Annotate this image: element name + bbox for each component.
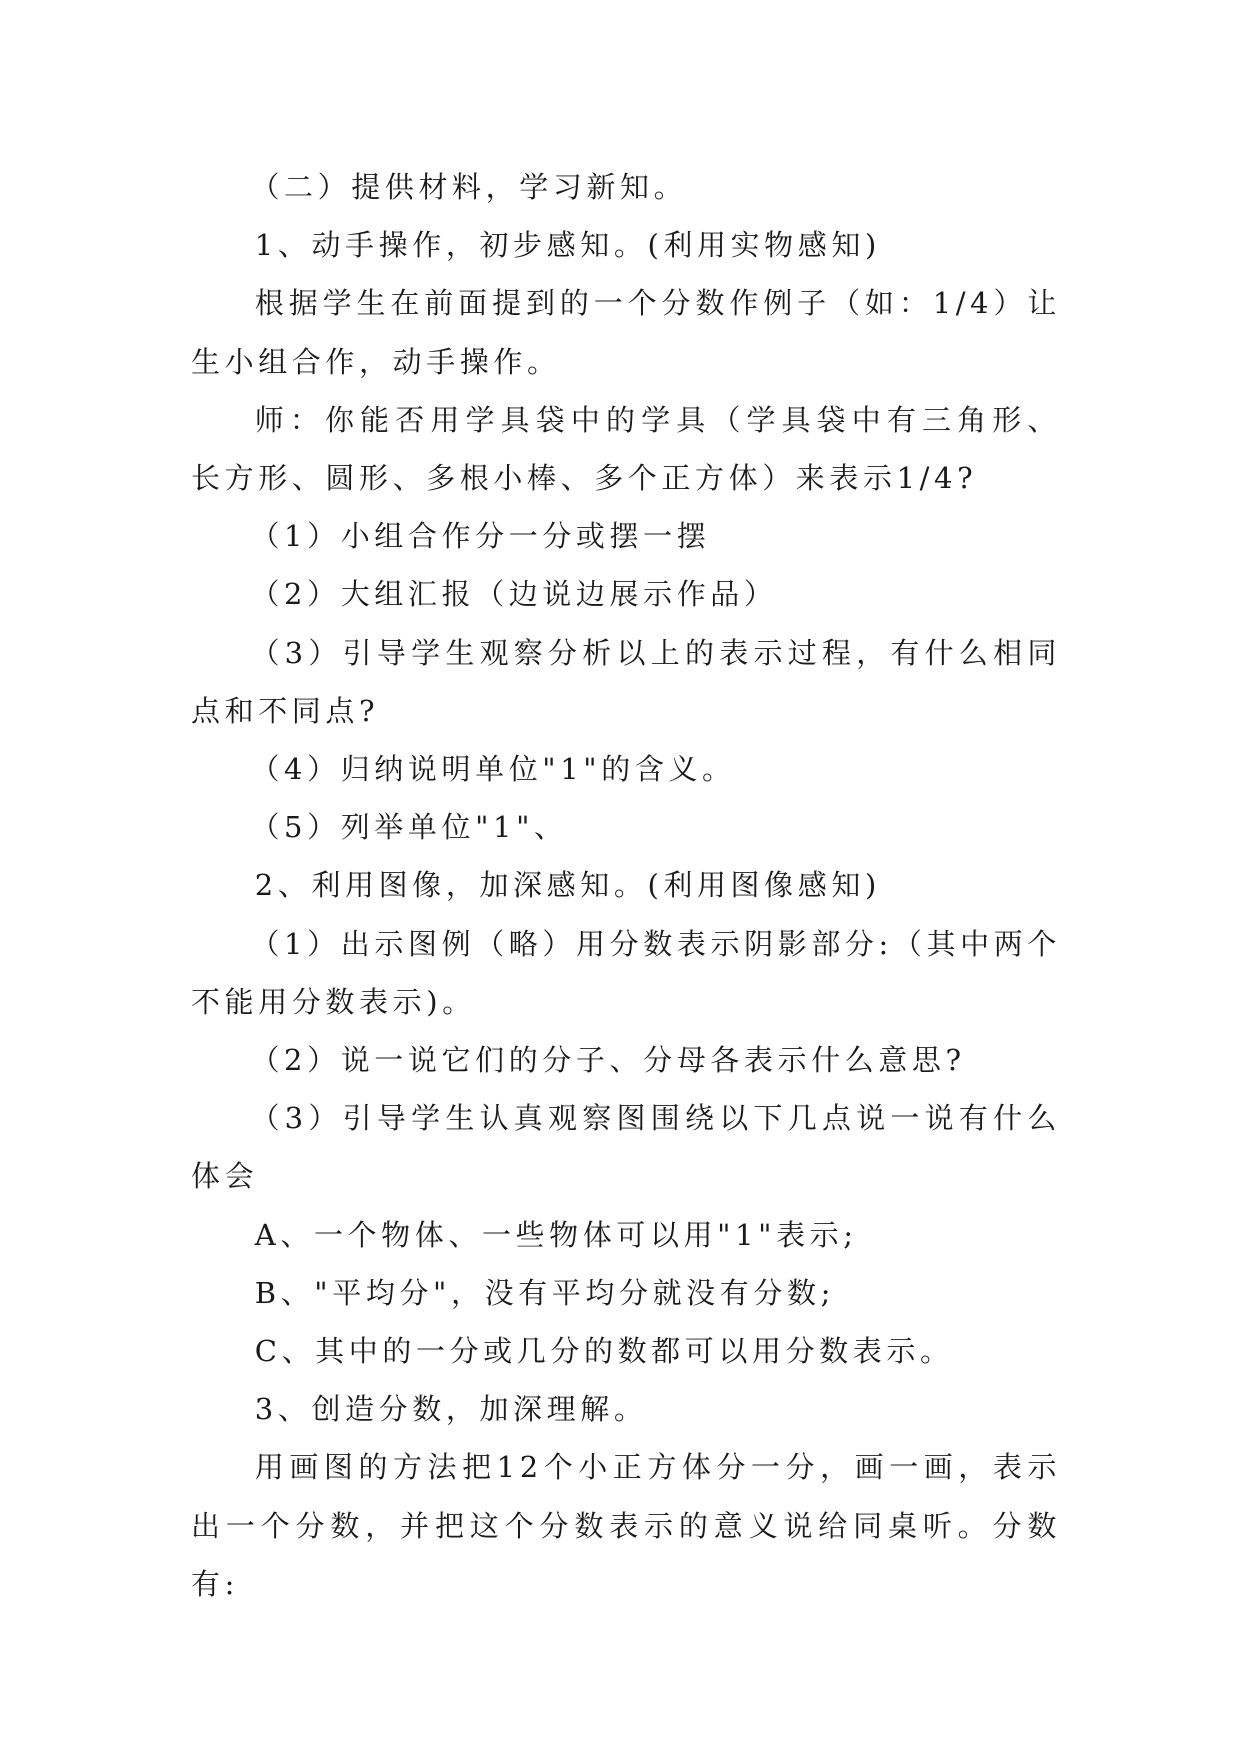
paragraph: 师：你能否用学具袋中的学具（学具袋中有三角形、长方形、圆形、多根小棒、多个正方体）来表示1/4? [191,402,1061,496]
list-item: C、其中的一分或几分的数都可以用分数表示。 [254,1334,954,1369]
step-heading: 3、创造分数，加深理解。 [254,1392,648,1427]
list-item: （3）引导学生认真观察图围绕以下几点说一说有什么体会 [191,1101,1061,1194]
list-item: A、一个物体、一些物体可以用"1"表示; [254,1217,858,1252]
list-item: （1）出示图例（略）用分数表示阴影部分:（其中两个不能用分数表示)。 [191,926,1061,1019]
step-heading: 2、利用图像，加深感知。(利用图像感知) [254,868,881,903]
paragraph: 根据学生在前面提到的一个分数作例子（如：1/4）让生小组合作，动手操作。 [191,286,1061,379]
list-item: （3）引导学生观察分析以上的表示过程，有什么相同点和不同点? [191,635,1061,728]
step-heading: 1、动手操作，初步感知。(利用实物感知) [254,228,881,263]
list-item: （2）大组汇报（边说边展示作品） [250,577,778,612]
section-heading: （二）提供材料，学习新知。 [250,170,688,204]
list-item: （5）列举单位"1"、 [250,810,568,845]
document-body [191,158,1061,1613]
paragraph: 用画图的方法把12个小正方体分一分，画一画，表示出一个分数，并把这个分数表示的意义说给同桌听。分数有: [191,1450,1061,1601]
list-item: （4）归纳说明单位"1"的含义。 [250,752,736,787]
list-item: B、"平均分"，没有平均分就没有分数; [254,1275,835,1310]
list-item: （1）小组合作分一分或摆一摆 [250,519,711,554]
list-item: （2）说一说它们的分子、分母各表示什么意思? [250,1043,966,1078]
